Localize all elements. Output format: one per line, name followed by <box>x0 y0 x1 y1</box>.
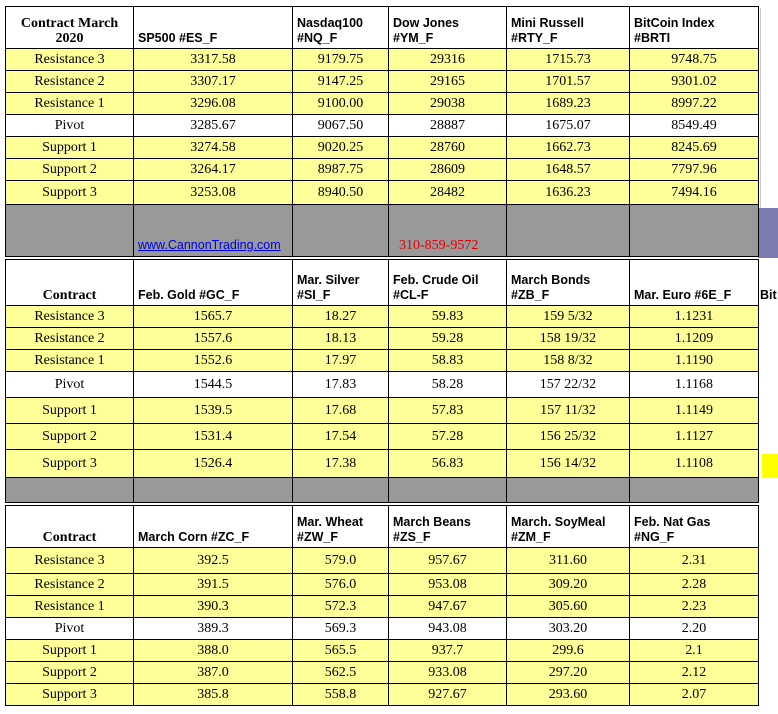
column-header: Mar. Silver #SI_F <box>293 260 389 306</box>
table-cell: 293.60 <box>507 684 630 706</box>
table-cell: 1.1190 <box>630 350 759 372</box>
table-cell: 933.08 <box>389 662 507 684</box>
table-cell: 58.28 <box>389 372 507 398</box>
table-cell: 3264.17 <box>134 159 293 181</box>
table-row <box>6 618 759 640</box>
header-row <box>6 260 759 306</box>
row-label: Support 3 <box>6 450 134 478</box>
table-row <box>6 159 759 181</box>
column-header: March Corn #ZC_F <box>134 506 293 548</box>
table-row <box>6 450 759 478</box>
row-label: Support 1 <box>6 137 134 159</box>
table-cell: 28887 <box>389 115 507 137</box>
table-row <box>6 181 759 205</box>
row-label: Resistance 1 <box>6 596 134 618</box>
gridline-edge <box>760 8 778 208</box>
separator-row <box>6 205 759 257</box>
row-label: Support 3 <box>6 684 134 706</box>
column-header: March Bonds #ZB_F <box>507 260 630 306</box>
header-row <box>6 506 759 548</box>
table-cell: 158 19/32 <box>507 328 630 350</box>
separator-row <box>6 478 759 503</box>
table-cell: 9301.02 <box>630 71 759 93</box>
table-cell: 17.68 <box>293 398 389 424</box>
table-cell: 9100.00 <box>293 93 389 115</box>
table-cell: 9147.25 <box>293 71 389 93</box>
contract-header: Contract <box>6 260 134 306</box>
table-row <box>6 71 759 93</box>
table-cell: 8987.75 <box>293 159 389 181</box>
table-cell: 29038 <box>389 93 507 115</box>
gray-cell <box>6 205 134 257</box>
table-cell: 299.6 <box>507 640 630 662</box>
table-cell: 953.08 <box>389 574 507 596</box>
table-row <box>6 662 759 684</box>
table-cell: 156 14/32 <box>507 450 630 478</box>
table-cell: 17.83 <box>293 372 389 398</box>
website-cell <box>134 205 293 257</box>
table-cell: 7797.96 <box>630 159 759 181</box>
row-label: Pivot <box>6 115 134 137</box>
table-cell: 390.3 <box>134 596 293 618</box>
table-cell: 59.28 <box>389 328 507 350</box>
table-row <box>6 372 759 398</box>
table-row <box>6 350 759 372</box>
column-header: Feb. Gold #GC_F <box>134 260 293 306</box>
table-cell: 3296.08 <box>134 93 293 115</box>
gray-cell <box>507 205 630 257</box>
table-row <box>6 640 759 662</box>
table-cell: 1636.23 <box>507 181 630 205</box>
table-cell: 297.20 <box>507 662 630 684</box>
table-row <box>6 424 759 450</box>
table-cell: 29316 <box>389 49 507 71</box>
stock-index-pivot-table <box>5 6 759 257</box>
contract-header: Contract March 2020 <box>6 7 134 49</box>
contract-header: Contract <box>6 506 134 548</box>
table-cell: 2.07 <box>630 684 759 706</box>
table-cell: 28760 <box>389 137 507 159</box>
table-cell: 29165 <box>389 71 507 93</box>
table-cell: 1552.6 <box>134 350 293 372</box>
row-label: Resistance 1 <box>6 350 134 372</box>
column-header: Dow Jones #YM_F <box>389 7 507 49</box>
website-link[interactable]: www.CannonTrading.com <box>138 238 281 252</box>
table-row <box>6 93 759 115</box>
row-label: Resistance 2 <box>6 574 134 596</box>
table-row <box>6 684 759 706</box>
table-cell: 579.0 <box>293 548 389 574</box>
table-row <box>6 574 759 596</box>
table-row <box>6 49 759 71</box>
table-row <box>6 596 759 618</box>
table-cell: 1.1209 <box>630 328 759 350</box>
table-cell: 3307.17 <box>134 71 293 93</box>
table-cell: 156 25/32 <box>507 424 630 450</box>
table-cell: 8997.22 <box>630 93 759 115</box>
table-cell: 7494.16 <box>630 181 759 205</box>
table-cell: 9067.50 <box>293 115 389 137</box>
table-row <box>6 328 759 350</box>
table-cell: 391.5 <box>134 574 293 596</box>
table-cell: 9748.75 <box>630 49 759 71</box>
table-row <box>6 548 759 574</box>
table-cell: 3285.67 <box>134 115 293 137</box>
row-label: Support 2 <box>6 159 134 181</box>
row-label: Pivot <box>6 372 134 398</box>
column-header: Mar. Wheat #ZW_F <box>293 506 389 548</box>
table-cell: 1.1127 <box>630 424 759 450</box>
table-cell: 1526.4 <box>134 450 293 478</box>
table-cell: 957.67 <box>389 548 507 574</box>
table-cell: 2.20 <box>630 618 759 640</box>
table-cell: 558.8 <box>293 684 389 706</box>
table-cell: 576.0 <box>293 574 389 596</box>
purple-cell-fragment <box>758 208 778 258</box>
column-header: Mini Russell #RTY_F <box>507 7 630 49</box>
table-cell: 311.60 <box>507 548 630 574</box>
table-cell: 18.27 <box>293 306 389 328</box>
table-cell: 1675.07 <box>507 115 630 137</box>
header-row <box>6 7 759 49</box>
table-cell: 2.23 <box>630 596 759 618</box>
table-cell: 8549.49 <box>630 115 759 137</box>
table-cell: 2.1 <box>630 640 759 662</box>
table-cell: 305.60 <box>507 596 630 618</box>
table-cell: 387.0 <box>134 662 293 684</box>
row-label: Support 1 <box>6 398 134 424</box>
table-cell: 17.38 <box>293 450 389 478</box>
table-cell: 303.20 <box>507 618 630 640</box>
table-cell: 1662.73 <box>507 137 630 159</box>
row-label: Support 1 <box>6 640 134 662</box>
table-row <box>6 398 759 424</box>
table-cell: 1531.4 <box>134 424 293 450</box>
table-cell: 1648.57 <box>507 159 630 181</box>
row-label: Resistance 3 <box>6 306 134 328</box>
table-cell: 943.08 <box>389 618 507 640</box>
column-header: Mar. Euro #6E_F <box>630 260 759 306</box>
table-cell: 158 8/32 <box>507 350 630 372</box>
table-cell: 3274.58 <box>134 137 293 159</box>
table-cell: 28609 <box>389 159 507 181</box>
gray-cell <box>293 205 389 257</box>
column-header: March. SoyMeal #ZM_F <box>507 506 630 548</box>
table-cell: 309.20 <box>507 574 630 596</box>
table-cell: 17.54 <box>293 424 389 450</box>
table-cell: 57.83 <box>389 398 507 424</box>
table-cell: 58.83 <box>389 350 507 372</box>
table-cell: 9179.75 <box>293 49 389 71</box>
column-header: Nasdaq100 #NQ_F <box>293 7 389 49</box>
table-cell: 1715.73 <box>507 49 630 71</box>
table-cell: 569.3 <box>293 618 389 640</box>
row-label: Support 2 <box>6 662 134 684</box>
table-cell: 1701.57 <box>507 71 630 93</box>
column-header: SP500 #ES_F <box>134 7 293 49</box>
table-cell: 8940.50 <box>293 181 389 205</box>
table-cell: 572.3 <box>293 596 389 618</box>
cut-off-header-text: Bit <box>760 288 777 302</box>
table-cell: 57.28 <box>389 424 507 450</box>
table-cell: 8245.69 <box>630 137 759 159</box>
gray-cell <box>630 205 759 257</box>
table-cell: 389.3 <box>134 618 293 640</box>
row-label: Resistance 1 <box>6 93 134 115</box>
table-cell: 947.67 <box>389 596 507 618</box>
table-cell: 56.83 <box>389 450 507 478</box>
table-cell: 1.1231 <box>630 306 759 328</box>
table-cell: 2.12 <box>630 662 759 684</box>
table-cell: 28482 <box>389 181 507 205</box>
column-header: March Beans #ZS_F <box>389 506 507 548</box>
metals-energy-pivot-table <box>5 259 759 503</box>
row-label: Support 3 <box>6 181 134 205</box>
table-cell: 385.8 <box>134 684 293 706</box>
table-row <box>6 137 759 159</box>
column-header: Feb. Crude Oil #CL-F <box>389 260 507 306</box>
column-header: BitCoin Index #BRTI <box>630 7 759 49</box>
table-cell: 392.5 <box>134 548 293 574</box>
table-row <box>6 306 759 328</box>
table-cell: 937.7 <box>389 640 507 662</box>
table-cell: 927.67 <box>389 684 507 706</box>
phone-number: 310-859-9572 <box>399 238 479 253</box>
table-cell: 1539.5 <box>134 398 293 424</box>
table-cell: 18.13 <box>293 328 389 350</box>
table-cell: 157 11/32 <box>507 398 630 424</box>
row-label: Resistance 3 <box>6 548 134 574</box>
table-cell: 3253.08 <box>134 181 293 205</box>
table-cell: 3317.58 <box>134 49 293 71</box>
row-label: Resistance 3 <box>6 49 134 71</box>
table-cell: 59.83 <box>389 306 507 328</box>
table-cell: 1.1149 <box>630 398 759 424</box>
table-cell: 562.5 <box>293 662 389 684</box>
yellow-cell-fragment <box>762 454 778 478</box>
table-cell: 17.97 <box>293 350 389 372</box>
row-label: Support 2 <box>6 424 134 450</box>
row-label: Resistance 2 <box>6 71 134 93</box>
table-cell: 388.0 <box>134 640 293 662</box>
table-cell: 1544.5 <box>134 372 293 398</box>
table-cell: 157 22/32 <box>507 372 630 398</box>
table-cell: 565.5 <box>293 640 389 662</box>
grains-pivot-table <box>5 505 759 706</box>
table-cell: 1.1168 <box>630 372 759 398</box>
table-cell: 1565.7 <box>134 306 293 328</box>
row-label: Pivot <box>6 618 134 640</box>
table-cell: 9020.25 <box>293 137 389 159</box>
table-row <box>6 115 759 137</box>
table-cell: 2.28 <box>630 574 759 596</box>
row-label: Resistance 2 <box>6 328 134 350</box>
table-cell: 1.1108 <box>630 450 759 478</box>
table-cell: 159 5/32 <box>507 306 630 328</box>
table-cell: 1557.6 <box>134 328 293 350</box>
phone-cell <box>389 205 507 257</box>
table-cell: 1689.23 <box>507 93 630 115</box>
table-cell: 2.31 <box>630 548 759 574</box>
column-header: Feb. Nat Gas #NG_F <box>630 506 759 548</box>
